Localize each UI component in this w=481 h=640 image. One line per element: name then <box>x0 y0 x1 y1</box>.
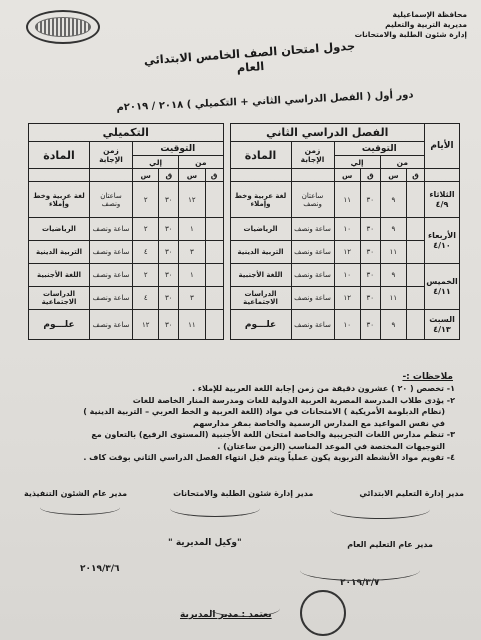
time-cell: ٤ <box>133 241 159 264</box>
note-line: ٣- تنظم مدارس اللغات التجريبية والخاصة امتحان اللغة الأجنبية (المستوى الرفيع) بالتعاون مع <box>91 430 455 439</box>
subject-cell: علـــوم <box>230 310 291 340</box>
answer-time-cell: ساعتان ونصف <box>291 182 334 218</box>
time-cell: ١٠ <box>334 218 360 241</box>
general-manager-title: مدير عام التعليم العام <box>347 540 433 549</box>
day-cell: الثلاثاء ٤/٩ <box>425 182 460 218</box>
time-cell: ١٢ <box>179 182 205 218</box>
table-row <box>29 241 460 264</box>
signature-scribble-icon <box>40 500 120 515</box>
authority-line-3: إدارة شئون الطلبة والامتحانات <box>354 30 467 39</box>
logo-emblem-icon <box>35 17 91 37</box>
answer-time-cell: ساعة ونصف <box>90 218 133 241</box>
time-cell: ٢ <box>133 264 159 287</box>
day-cell: السبت ٤/١٣ <box>425 310 460 340</box>
subject-cell: لغة عربية وخط وإملاء <box>230 182 291 218</box>
time-cell <box>205 310 223 340</box>
time-cell: ٣٠ <box>159 241 179 264</box>
table-row <box>29 218 460 241</box>
time-cell: ١١ <box>380 241 406 264</box>
time-cell <box>407 218 425 241</box>
time-cell: ١١ <box>179 310 205 340</box>
main-answer-time-header: زمن الإجابة <box>291 142 334 169</box>
subject-cell: الدراسات الاجتماعية <box>29 287 90 310</box>
supp-from-q: ق <box>205 169 223 182</box>
time-cell: ٤ <box>133 287 159 310</box>
subject-cell: لغة عربية وخط وإملاء <box>29 182 90 218</box>
time-cell: ١٢ <box>133 310 159 340</box>
answer-time-cell: ساعة ونصف <box>291 310 334 340</box>
subject-cell: التربية الدينية <box>29 241 90 264</box>
signature-date: ٢٠١٩/٣/٧ <box>340 578 380 588</box>
supp-subject-blank <box>29 169 90 182</box>
time-cell: ٣٠ <box>159 310 179 340</box>
time-cell: ١٠ <box>334 310 360 340</box>
time-cell: ٩ <box>380 182 406 218</box>
supp-from-header: من <box>179 156 223 169</box>
deputy-title: "وكيل المديرية " <box>168 538 242 548</box>
time-cell: ٣٠ <box>360 218 380 241</box>
time-cell: ٣ <box>179 241 205 264</box>
supp-answer-time-header: زمن الإجابة <box>90 142 133 169</box>
time-cell: ٣٠ <box>360 241 380 264</box>
document-title: جدول امتحان الصف الخامس الابتدائي العام <box>143 38 356 75</box>
time-cell: ٢ <box>133 182 159 218</box>
exam-round: دور أول ( الفصل الدراسي الثاني + التكميلي ) ٢٠١٨ / ٢٠١٩م <box>116 89 414 114</box>
table-row <box>29 310 460 340</box>
notes-list <box>35 383 455 464</box>
time-cell: ٩ <box>380 310 406 340</box>
table-row <box>29 287 460 310</box>
note-line: ٢- يؤدى طلاب المدرسة المصرية العربية الدولية للغات ومدرسة المنار الخاصة للغات <box>132 395 455 405</box>
time-cell: ٣٠ <box>360 264 380 287</box>
answer-time-cell: ساعة ونصف <box>90 287 133 310</box>
time-cell <box>407 182 425 218</box>
supp-subject-header: المادة <box>29 142 90 169</box>
main-to-header: إلي <box>334 156 380 169</box>
time-cell: ٣٠ <box>159 287 179 310</box>
time-cell: ١١ <box>334 182 360 218</box>
time-cell: ٣٠ <box>159 264 179 287</box>
supp-answer-blank <box>90 169 133 182</box>
note-line: التوجيهات المختصة في الموعد المناسب (الزمن ساعتان) . <box>217 441 445 451</box>
signature-titles <box>24 489 464 498</box>
subject-cell: الدراسات الاجتماعية <box>230 287 291 310</box>
time-cell: ٩ <box>380 218 406 241</box>
subject-cell: الرياضيات <box>230 218 291 241</box>
time-cell: ١٢ <box>334 287 360 310</box>
time-cell: ١١ <box>380 287 406 310</box>
time-cell <box>407 241 425 264</box>
subject-cell: اللغة الأجنبية <box>29 264 90 287</box>
answer-time-cell: ساعة ونصف <box>291 264 334 287</box>
time-cell: ٣٠ <box>360 310 380 340</box>
subject-cell: الرياضيات <box>29 218 90 241</box>
time-cell <box>407 287 425 310</box>
time-cell: ١ <box>179 264 205 287</box>
second-term-header: الفصل الدراسي الثاني <box>230 124 424 142</box>
signature-scribble-icon <box>330 500 430 519</box>
issuing-authority <box>337 10 467 40</box>
answer-time-cell: ساعة ونصف <box>291 287 334 310</box>
days-header: الأيام <box>425 124 460 169</box>
supp-to-s: س <box>133 169 159 182</box>
time-cell: ٣٠ <box>360 182 380 218</box>
signature-scribble-icon <box>300 560 420 581</box>
note-line: في نفس المواعيد مع المدارس الرسمية والخاصة بمقر مدارسهم <box>192 418 445 428</box>
answer-time-cell: ساعة ونصف <box>291 241 334 264</box>
signature-date: ٢٠١٩/٣/٦ <box>80 564 120 574</box>
time-cell: ٣٠ <box>159 218 179 241</box>
day-cell: الأربعاء ٤/١٠ <box>425 218 460 264</box>
time-cell <box>205 218 223 241</box>
subject-cell: علـــوم <box>29 310 90 340</box>
supplementary-header: التكميلي <box>29 124 224 142</box>
time-cell: ٩ <box>380 264 406 287</box>
signature-title-primary: مدير إدارة التعليم الابتدائي <box>359 489 464 498</box>
time-cell: ١ <box>179 218 205 241</box>
subject-cell: التربية الدينية <box>230 241 291 264</box>
signature-title-executive: مدير عام الشئون التنفيذية <box>24 489 128 498</box>
supp-to-q: ق <box>159 169 179 182</box>
time-cell <box>205 182 223 218</box>
note-line: ٤- تقويم مواد الأنشطة التربوية يكون عملياً ويتم قبل انتهاء الفصل الدراسي الثاني بوقت كاف . <box>83 453 455 462</box>
time-cell: ٣ <box>179 287 205 310</box>
note-line: (نظام الدبلومة الأمريكية ) الامتحانات في مواد (اللغة العربية و الخط العربي – التربية الدينية ) <box>83 407 445 416</box>
day-cell: الخميس ٤/١١ <box>425 264 460 310</box>
time-cell <box>407 310 425 340</box>
signature-scribble-icon <box>170 500 260 517</box>
days-blank <box>425 169 460 182</box>
main-timing-header: التوقيت <box>334 142 424 156</box>
column-separator <box>223 124 230 340</box>
official-seal-icon <box>300 590 346 636</box>
main-subject-blank <box>230 169 291 182</box>
supp-to-header: إلي <box>133 156 179 169</box>
main-to-s: س <box>334 169 360 182</box>
time-cell <box>407 264 425 287</box>
note-line: ١- تخصص ( ٢٠ ) عشرون دقيقة من زمن إجابة اللغة العربية للإملاء . <box>192 384 455 393</box>
time-cell: ٣٠ <box>159 182 179 218</box>
director-approval: يعتمد : مدير المديرية <box>180 610 272 620</box>
answer-time-cell: ساعة ونصف <box>90 241 133 264</box>
table-row <box>29 182 460 218</box>
time-cell: ٣٠ <box>360 287 380 310</box>
supp-from-s: س <box>179 169 205 182</box>
authority-line-2: مديرية التربية والتعليم <box>385 20 467 29</box>
time-cell <box>205 241 223 264</box>
time-cell <box>205 264 223 287</box>
time-cell: ١٠ <box>334 264 360 287</box>
time-cell: ٢ <box>133 218 159 241</box>
time-cell <box>205 287 223 310</box>
main-from-s: س <box>380 169 406 182</box>
subject-cell: اللغة الأجنبية <box>230 264 291 287</box>
authority-line-1: محافظة الإسماعيلية <box>392 10 467 19</box>
time-cell: ١٢ <box>334 241 360 264</box>
answer-time-cell: ساعة ونصف <box>90 310 133 340</box>
answer-time-cell: ساعة ونصف <box>90 264 133 287</box>
main-to-q: ق <box>360 169 380 182</box>
signature-title-exams: مدير إدارة شئون الطلبة والامتحانات <box>173 489 314 498</box>
main-subject-header: المادة <box>230 142 291 169</box>
main-from-q: ق <box>407 169 425 182</box>
supp-timing-header: التوقيت <box>133 142 224 156</box>
main-from-header: من <box>380 156 424 169</box>
exam-schedule-table <box>28 123 460 340</box>
main-answer-blank <box>291 169 334 182</box>
table-row <box>29 264 460 287</box>
answer-time-cell: ساعة ونصف <box>291 218 334 241</box>
ministry-logo <box>26 10 100 44</box>
notes-title: ملاحظات :- <box>402 372 453 382</box>
answer-time-cell: ساعتان ونصف <box>90 182 133 218</box>
